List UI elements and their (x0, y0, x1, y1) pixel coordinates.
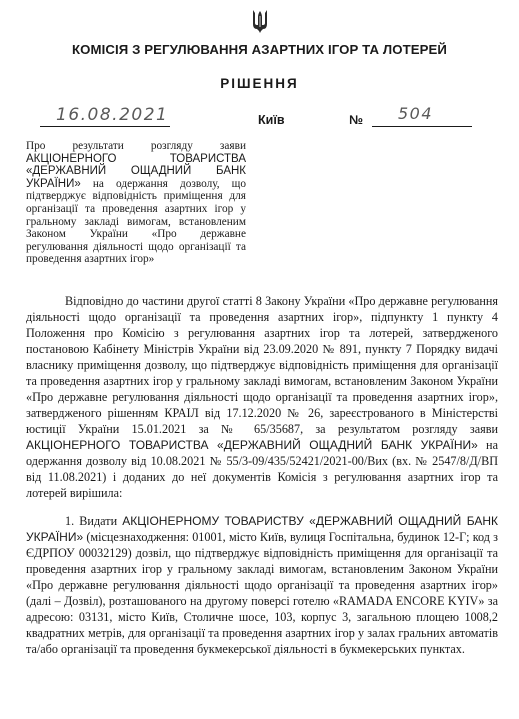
document-type-heading: РІШЕННЯ (220, 76, 299, 91)
item-1-company-name: АКЦІОНЕРНОМУ ТОВАРИСТВУ «ДЕРЖАВНИЙ ОЩАДНИЙ БАНК УКРАЇНИ» (26, 514, 499, 544)
trident-emblem-icon (252, 8, 268, 34)
preamble-paragraph (26, 293, 498, 501)
decision-subject (26, 140, 246, 266)
city-label: Київ (258, 113, 285, 127)
subject-company-name: АКЦІОНЕРНОГО ТОВАРИСТВА «ДЕРЖАВНИЙ ОЩАДНИЙ БАНК УКРАЇНИ» (26, 152, 246, 190)
preamble-company-name: АКЦІОНЕРНОГО ТОВАРИСТВА «ДЕРЖАВНИЙ ОЩАДНИЙ БАНК УКРАЇНИ» (26, 438, 478, 452)
number-underline (372, 126, 472, 127)
item-1-start: 1. Видати (65, 514, 123, 528)
preamble-text-end: на одержання дозволу від 10.08.2021 № 55/3-09/435/52421/2021-00/Вих (вх. № 2547/8/Д/ВП від 11.08.2021) і доданих до неї документів Комісія з регулювання азартних ігор та лотерей вирішила: (26, 438, 498, 500)
item-1-text: (місцезнаходження: 01001, місто Київ, вулиця Госпітальна, будинок 12-Г; код з ЄДРПОУ 00032129) дозвіл, що підтверджує відповідність приміщення для організації та проведення азартних ігор у гральному закладі вимогам, встановленим Законом України «Про державне регулювання діяльності щодо організації та проведення азартних ігор» (далі – Дозвіл), розташованого на другому поверсі готелю «RAMADA ENCORE KYIV» за адресою: 03131, місто Київ, Столичне шосе, 103, корпус 3, загальною площею 1008,2 квадратних метрів, для організації та проведення азартних ігор у залах гральних автоматів та/або організації та проведення букмекерської діяльності в букмекерських пунктах. (26, 530, 498, 656)
handwritten-date: 16.08.2021 (56, 105, 169, 125)
handwritten-decision-number: 504 (398, 104, 434, 123)
subject-text-end: на одержання дозволу, що підтверджує відповідність приміщення для організації та проведення азартних ігор у гральному закладі вимогам, встановленим Законом України «Про державне регулювання діяльності щодо організації та проведення азартних ігор» (26, 177, 246, 266)
commission-title: КОМІСІЯ З РЕГУЛЮВАННЯ АЗАРТНИХ ІГОР ТА ЛОТЕРЕЙ (72, 42, 447, 57)
number-sign: № (349, 113, 363, 127)
subject-text-start: Про результати розгляду заяви (26, 140, 246, 152)
decision-item-1 (26, 513, 498, 657)
decision-body (26, 293, 498, 657)
preamble-text: Відповідно до частини другої статті 8 Закону України «Про державне регулювання діяльності щодо організації та проведення азартних ігор», підпункту 1 пункту 4 Положення про Комісію з регулювання азартних ігор та лотерей, затвердженого постановою Кабінету Міністрів України від 23.09.2020 № 891, пункту 7 Порядку видачі власнику приміщення дозволу, що підтверджує відповідність приміщення для організації та проведення азартних ігор у гральному закладі вимогам, встановленим Законом України «Про державне регулювання діяльності щодо організації та проведення азартних ігор», затвердженого рішенням КРАІЛ від 17.12.2020 № 26, зареєстрованого в Міністерстві юстиції України 15.01.2021 за № 65/35687, за результатом розгляду заяви (26, 294, 498, 436)
date-underline (40, 126, 170, 127)
